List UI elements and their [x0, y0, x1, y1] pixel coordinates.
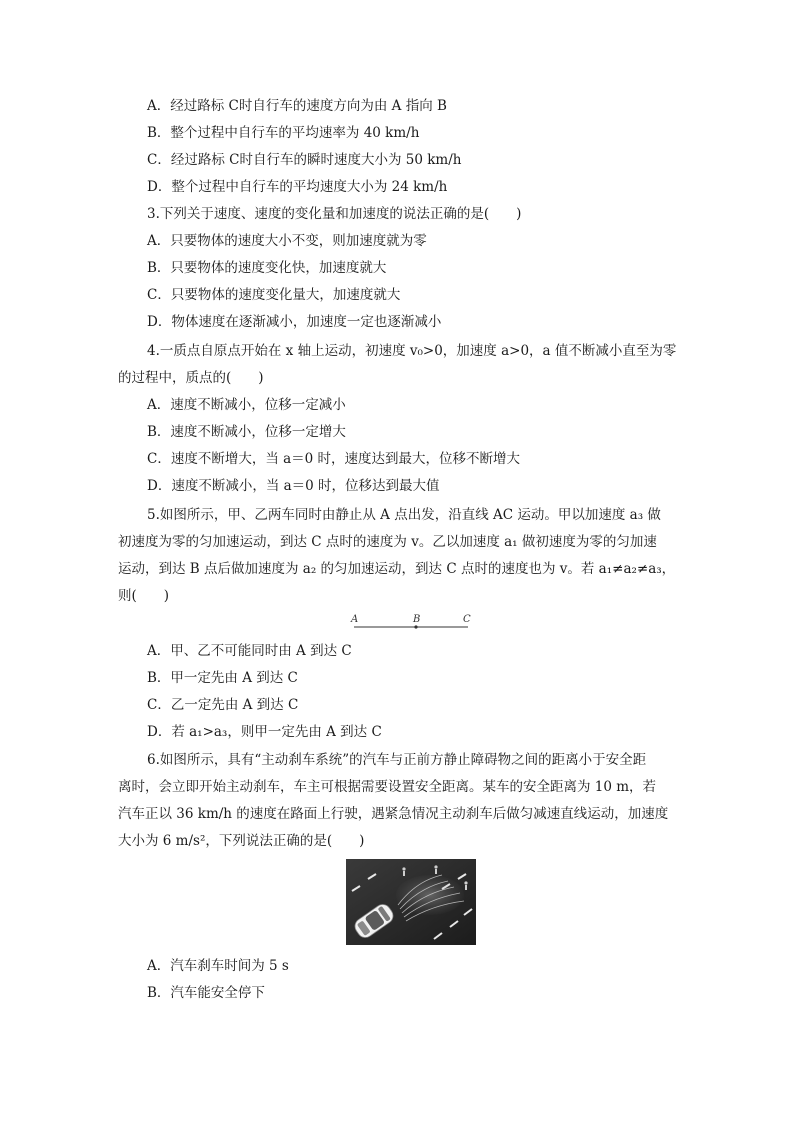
q2-option-d: D．整个过程中自行车的平均速度大小为 24 km/h [147, 179, 448, 195]
q5-option-b: B．甲一定先由 A 到达 C [147, 670, 298, 686]
q3-option-a: A．只要物体的速度大小不变，则加速度就为零 [147, 233, 427, 249]
q6-stem-line2: 离时，会立即开始主动刹车，车主可根据需要设置安全距离。某车的安全距离为 10 m，若 [118, 779, 657, 795]
point-c-label: C [463, 614, 471, 625]
q3-stem: 3.下列关于速度、速度的变化量和加速度的说法正确的是( ) [147, 206, 522, 222]
q5-option-a: A．甲、乙不可能同时由 A 到达 C [147, 643, 352, 659]
q4-option-a: A．速度不断减小，位移一定减小 [147, 397, 346, 413]
q3-option-d: D．物体速度在逐渐减小，加速度一定也逐渐减小 [147, 314, 442, 330]
q4-stem-line1: 4.一质点自原点开始在 x 轴上运动，初速度 v₀>0，加速度 a>0，a 值不断减小直至为零 [147, 343, 677, 359]
q6-stem-line3: 汽车正以 36 km/h 的速度在路面上行驶，遇紧急情况主动刹车后做匀减速直线运动，加速度 [118, 806, 669, 822]
q2-option-a: A．经过路标 C时自行车的速度方向为由 A 指向 B [147, 98, 447, 114]
q2-option-b: B．整个过程中自行车的平均速率为 40 km/h [147, 125, 420, 141]
q4-option-d: D．速度不断减小，当 a＝0 时，位移达到最大值 [147, 478, 440, 494]
q5-segment-figure [344, 610, 474, 634]
q4-stem-line2: 的过程中，质点的( ) [118, 370, 264, 386]
q5-stem-line2: 初速度为零的匀加速运动，到达 C 点时的速度为 v。乙以加速度 a₁ 做初速度为零的匀加速 [118, 534, 657, 550]
q5-option-c: C．乙一定先由 A 到达 C [147, 697, 299, 713]
q6-option-a: A．汽车刹车时间为 5 s [147, 958, 289, 974]
point-a-label: A [351, 614, 359, 625]
q6-stem-line1: 6.如图所示，具有“主动刹车系统”的汽车与正前方静止障碍物之间的距离小于安全距 [147, 752, 647, 768]
q3-option-b: B．只要物体的速度变化快，加速度就大 [147, 260, 387, 276]
q6-option-b: B．汽车能安全停下 [147, 985, 265, 1001]
q3-option-c: C．只要物体的速度变化量大，加速度就大 [147, 287, 401, 303]
q4-option-b: B．速度不断减小，位移一定增大 [147, 424, 346, 440]
q4-option-c: C．速度不断增大，当 a＝0 时，速度达到最大，位移不断增大 [147, 451, 521, 467]
q5-stem-line4: 则( ) [118, 588, 170, 604]
q5-stem-line1: 5.如图所示，甲、乙两车同时由静止从 A 点出发，沿直线 AC 运动。甲以加速度 a₃ 做 [147, 507, 661, 523]
q5-stem-line3: 运动，到达 B 点后做加速度为 a₂ 的匀加速运动，到达 C 点时的速度也为 v。若 a₁≠a₂≠a₃， [118, 561, 676, 577]
q5-option-d: D．若 a₁>a₃，则甲一定先由 A 到达 C [147, 724, 382, 740]
q6-stem-line4: 大小为 6 m/s²，下列说法正确的是( ) [118, 833, 365, 849]
point-b-label: B [413, 614, 421, 625]
point-b-dot [414, 625, 417, 628]
braking-car-image [346, 859, 476, 945]
q2-option-c: C．经过路标 C时自行车的瞬时速度大小为 50 km/h [147, 152, 462, 168]
